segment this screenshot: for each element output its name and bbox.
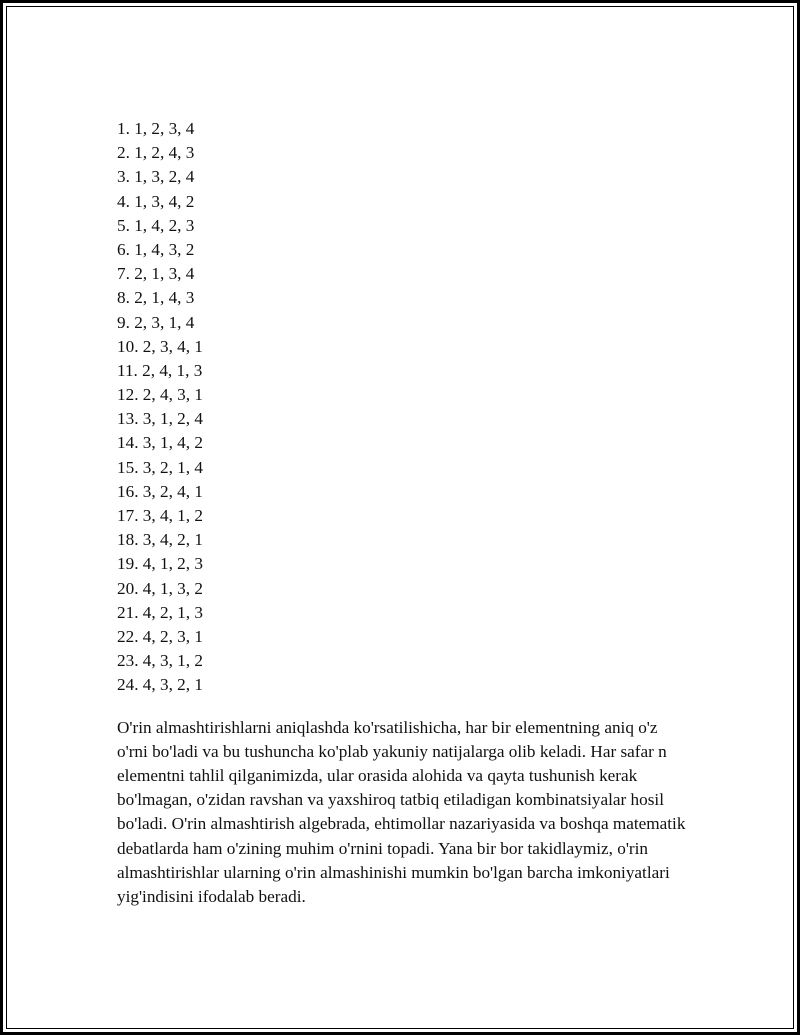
permutation-item: 8. 2, 1, 4, 3 bbox=[117, 288, 195, 308]
permutation-item: 24. 4, 3, 2, 1 bbox=[117, 675, 203, 695]
permutation-item: 6. 1, 4, 3, 2 bbox=[117, 239, 195, 259]
permutation-item: 17. 3, 4, 1, 2 bbox=[117, 506, 203, 525]
permutation-item: 5. 1, 4, 2, 3 bbox=[117, 215, 195, 235]
permutation-item: 16. 3, 2, 4, 1 bbox=[117, 481, 203, 501]
permutation-item: 18. 3, 4, 2, 1 bbox=[117, 530, 203, 550]
document-body bbox=[117, 117, 707, 909]
permutation-item: 23. 4, 3, 1, 2 bbox=[117, 651, 203, 671]
permutation-item: 1. 1, 2, 3, 4 bbox=[117, 119, 195, 138]
permutation-list bbox=[117, 117, 707, 698]
permutation-item: 3. 1, 3, 2, 4 bbox=[117, 167, 195, 187]
permutation-item: 14. 3, 1, 4, 2 bbox=[117, 433, 203, 453]
permutation-item: 9. 2, 3, 1, 4 bbox=[117, 312, 195, 332]
permutation-item: 2. 1, 2, 4, 3 bbox=[117, 143, 195, 163]
permutation-item: 20. 4, 1, 3, 2 bbox=[117, 578, 203, 598]
permutation-item: 13. 3, 1, 2, 4 bbox=[117, 409, 203, 429]
permutation-item: 15. 3, 2, 1, 4 bbox=[117, 457, 203, 477]
permutation-item: 4. 1, 3, 4, 2 bbox=[117, 191, 195, 211]
permutation-item: 21. 4, 2, 1, 3 bbox=[117, 602, 203, 622]
permutation-item: 11. 2, 4, 1, 3 bbox=[117, 360, 203, 380]
permutation-item: 12. 2, 4, 3, 1 bbox=[117, 385, 203, 405]
permutation-item: 7. 2, 1, 3, 4 bbox=[117, 264, 195, 284]
permutation-item: 22. 4, 2, 3, 1 bbox=[117, 626, 203, 646]
permutation-item: 10. 2, 3, 4, 1 bbox=[117, 336, 203, 356]
body-paragraph: O'rin almashtirishlarni aniqlashda ko'rsatilishicha, har bir elementning aniq o'z o'rni bo'ladi va bu tushuncha ko'plab yakuniy natijalarga olib keladi. Har safar n elementni tahlil qilganimizda, ular orasida alohida va qayta tushunish kerak bo'lmagan, o'zidan ravshan va yaxshiroq tatbiq etiladigan kombinatsiyalar hosil bo'ladi. O'rin almashtirish algebrada, ehtimollar nazariyasida va boshqa matematik debatlarda ham o'zining muhim o'rnini topadi. Yana bir bor takidlaymiz, o'rin almashtirishlar ularning o'rin almashinishi mumkin bo'lgan barcha imkoniyatlari yig'indisini ifodalab beradi. bbox=[117, 717, 686, 906]
permutation-item: 19. 4, 1, 2, 3 bbox=[117, 554, 203, 574]
